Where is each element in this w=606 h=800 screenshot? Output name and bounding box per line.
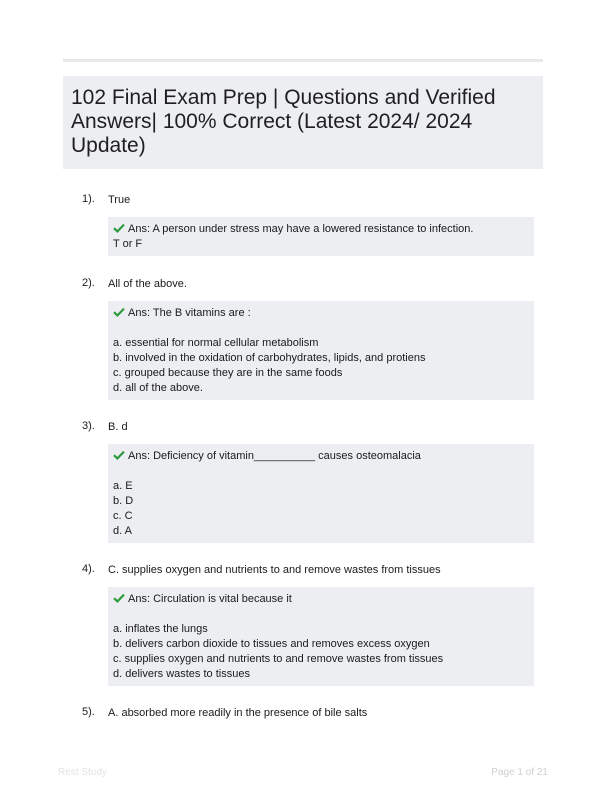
answer-prompt: Ans: A person under stress may have a lowered resistance to infection.	[128, 223, 474, 235]
answer-box	[108, 587, 534, 686]
question-number: 5).	[82, 706, 95, 718]
answer-prompt-line	[113, 306, 529, 321]
answer-box	[108, 444, 534, 543]
check-icon	[113, 223, 125, 233]
answer-option: a. E	[113, 480, 133, 492]
question-number: 4).	[82, 563, 95, 575]
title-box	[63, 76, 543, 169]
question-answer: A. absorbed more readily in the presence of bile salts	[108, 707, 368, 719]
top-divider	[63, 59, 543, 62]
answer-prompt-line	[113, 449, 529, 464]
answer-prompt: Ans: Circulation is vital because it	[128, 593, 292, 605]
answer-option: a. essential for normal cellular metabolism	[113, 337, 319, 349]
answer-option: d. all of the above.	[113, 382, 203, 394]
check-icon	[113, 307, 125, 317]
answer-option: b. delivers carbon dioxide to tissues and removes excess oxygen	[113, 638, 430, 650]
question-number: 3).	[82, 420, 95, 432]
answer-option: d. A	[113, 525, 132, 537]
question-number: 2).	[82, 277, 95, 289]
question-answer: B. d	[108, 421, 128, 433]
answer-option: c. supplies oxygen and nutrients to and remove wastes from tissues	[113, 653, 444, 665]
check-icon	[113, 593, 125, 603]
answer-prompt-line	[113, 592, 529, 607]
answer-option: c. grouped because they are in the same foods	[113, 367, 343, 379]
answer-prompt: Ans: Deficiency of vitamin__________ causes osteomalacia	[128, 450, 421, 462]
blank-line	[113, 607, 529, 622]
blank-line	[113, 321, 529, 336]
answer-prompt-line	[113, 222, 529, 237]
blank-line	[113, 464, 529, 479]
page-number: Page 1 of 21	[491, 767, 548, 778]
answer-option: d. delivers wastes to tissues	[113, 668, 250, 680]
question-number: 1).	[82, 193, 95, 205]
check-icon	[113, 450, 125, 460]
answer-option: a. inflates the lungs	[113, 623, 208, 635]
page-title: 102 Final Exam Prep | Questions and Verified Answers| 100% Correct (Latest 2024/ 2024 Update)	[71, 86, 496, 157]
answer-box	[108, 217, 534, 256]
answer-option: T or F	[113, 238, 143, 250]
answer-option: b. involved in the oxidation of carbohydrates, lipids, and protiens	[113, 352, 426, 364]
footer-watermark: Rest Study	[58, 767, 107, 778]
question-answer: C. supplies oxygen and nutrients to and remove wastes from tissues	[108, 564, 441, 576]
question-answer: True	[108, 194, 131, 206]
answer-box	[108, 301, 534, 400]
answer-prompt: Ans: The B vitamins are :	[128, 307, 251, 319]
question-answer: All of the above.	[108, 278, 187, 290]
answer-option: b. D	[113, 495, 134, 507]
answer-option: c. C	[113, 510, 133, 522]
